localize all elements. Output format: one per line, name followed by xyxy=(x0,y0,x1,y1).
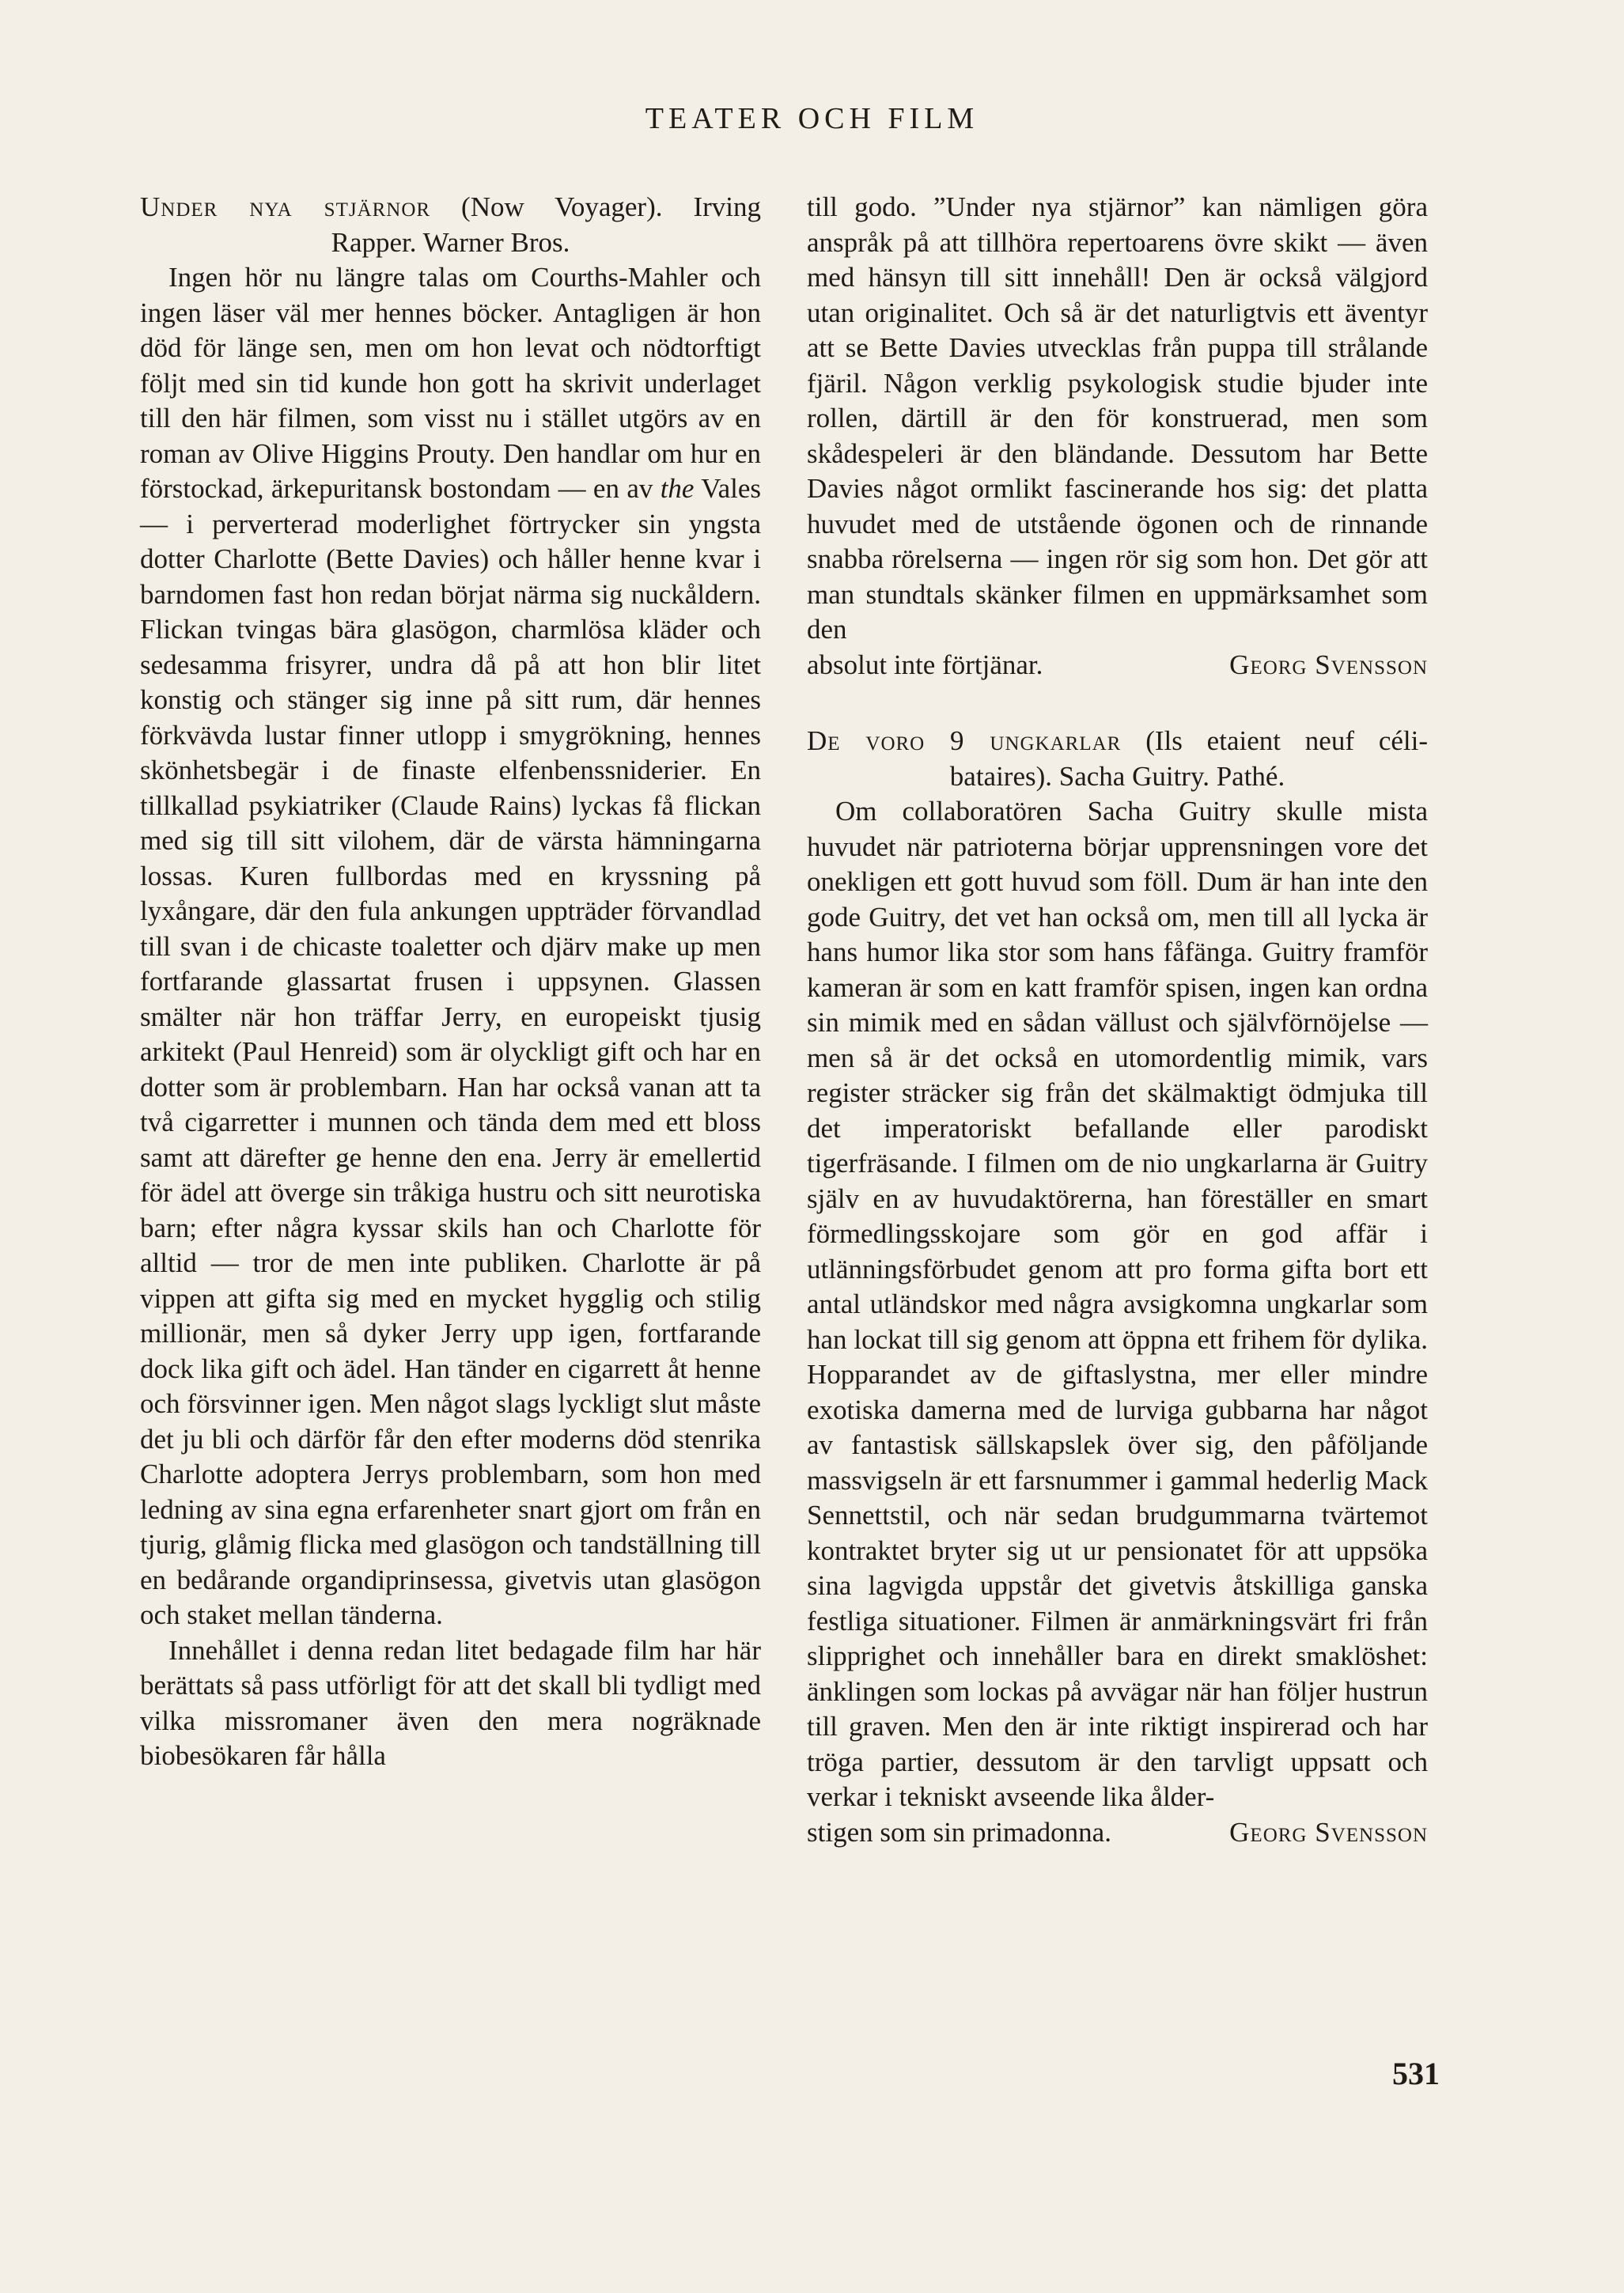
running-head: TEATER OCH FILM xyxy=(645,102,979,135)
italic-the: the xyxy=(660,473,695,504)
review-1-signature: Georg Svensson xyxy=(1229,649,1428,680)
review-2-credits: bataires). Sacha Guitry. Pathé. xyxy=(949,760,1285,792)
review-1-closing-line xyxy=(807,648,1428,683)
review-2-paragraph: Om collaboratören Sacha Guitry skulle mista huvudet när patrioterna börjar upprensningen vore det onekligen ett gott huvud som föll. Dum är han inte den gode Guitry, det vet han också om, men till all lycka är hans humor lika stor som hans fåfänga. Guitry framför kameran är som en katt framför spisen, ingen kan ordna sin mimik med en sådan vällust och självförnöjelse — men så är det också en utomordentlig mimik, vars register sträcker sig från det skälmaktigt ödmjuka till det imperatoriskt befallande eller parodiskt tigerfräsande. I filmen om de nio ungkarlarna är Guitry själv en av huvudaktörerna, han föreställer en smart förmedlingsskojare som gör en god affär i utlänningsförbudet genom att pro forma gifta bort ett antal utländskor med några avsigkomna ungkarlar som han lockat till sig genom att öppna ett frihem för dylika. Hopparandet av de giftaslystna, mer eller mindre exotiska damerna med de lurviga gubbarna har något av fantastisk sällskapslek över sig, den påföljande massvigseln är ett farsnummer i gammal hederlig Mack Sennettstil, och när sedan brudgummarna tvärtemot kontraktet bryter sig ut ur pensionatet för att uppsöka sina lagvigda uppstår det givetvis åtskilliga ganska festliga situationer. Filmen är anmärkningsvärt fri från slipprighet och innehåller bara en direkt smaklöshet: änklingen som lockas på avvägar när han följer hustrun till graven. Men den är inte riktigt inspirerad och har tröga partier, dessutom är den tarvligt uppsatt och verkar i tekniskt avseende lika ålder- xyxy=(807,796,1428,1812)
review-1-heading-line-1 xyxy=(140,190,761,225)
review-2-title: De voro 9 ungkarlar xyxy=(807,725,1122,756)
review-1-paragraph-2: Innehållet i denna redan litet bedagade film har här berättats så pass utförligt för att det skall bli tydligt med vilka missromaner även den mera nogräknade biobesökaren får hålla xyxy=(140,1634,761,1771)
review-1-credits: Rapper. Warner Bros. xyxy=(331,226,570,258)
review-2-original-title: (Ils etaient neuf céli- xyxy=(1145,725,1428,756)
left-column xyxy=(140,190,761,1774)
review-1-original-title: (Now Voyager). Irving xyxy=(461,191,761,222)
review-1-title: Under nya stjärnor xyxy=(140,191,431,222)
review-1-last-line: absolut inte förtjänar. xyxy=(807,649,1043,680)
review-2-last-line: stigen som sin primadonna. xyxy=(807,1816,1111,1848)
review-1-continuation: till godo. ”Under nya stjärnor” kan nämligen göra anspråk på att tillhöra repertoarens övre skikt — även med hänsyn till sitt innehåll! Den är också välgjord utan originalitet. Och så är det naturligtvis ett äventyr att se Bette Davies utvecklas från puppa till strålande fjäril. Någon verklig psykologisk studie bjuder inte rollen, därtill är den för konstruerad, men som skådespeleri är den bländande. Dessutom har Bette Davies något ormlikt fascinerande hos sig: det platta huvudet med de utstående ögonen och de rinnande snabba rörelserna — ingen rör sig som hon. Det gör att man stundtals skänker filmen en uppmärksamhet som den xyxy=(807,191,1428,645)
review-2-closing-line xyxy=(807,1815,1428,1851)
review-2-heading-line-1 xyxy=(807,724,1428,759)
section-gap xyxy=(807,683,1428,724)
review-2-signature: Georg Svensson xyxy=(1229,1816,1428,1848)
review-1-paragraph-1: Ingen hör nu längre talas om Courths-Mahler och ingen läser väl mer hennes böcker. Antagligen är hon död för länge sen, men om hon levat och nödtorftigt följt med sin tid kunde hon gott ha skrivit underlaget till den här filmen, som visst nu i stället utgörs av en roman av Olive Higgins Prouty. Den handlar om hur en förstockad, ärkepuritansk bostondam — en av the Vales — i perverterad moderlighet förtrycker sin yngsta dotter Charlotte (Bette Davies) och håller henne kvar i barndomen fast hon redan börjat närma sig nuckåldern. Flickan tvingas bära glasögon, charmlösa kläder och sedesamma frisyrer, undra då på att hon blir litet konstig och stänger sig inne på sitt rum, där hennes förkvävda lustar finner utlopp i smygrökning, hennes skönhetsbegär i de finaste elfenbenssniderier. En tillkallad psykiatriker (Claude Rains) lyckas få flickan med sig till sitt vilohem, där de värsta hämningarna lossas. Kuren fullbordas med en kryssning på lyxångare, där den fula ankungen uppträder förvandlad till svan i de chicaste toaletter och djärv make up men fortfarande glassartat frusen i uppsynen. Glassen smälter när hon träffar Jerry, en europeiskt tjusig arkitekt (Paul Henreid) som är olyckligt gift och har en dotter som är problembarn. Han har också vanan att ta två cigarretter i munnen och tända dem med ett bloss samt att därefter ge henne den ena. Jerry är emellertid för ädel att överge sin tråkiga hustru och sitt neurotiska barn; efter några kyssar skils han och Charlotte för alltid — tror de men inte publiken. Charlotte är på vippen att gifta sig med en mycket hygglig och stilig millionär, men så dyker Jerry upp igen, fortfarande dock lika gift och ädel. Han tänder en cigarrett åt henne och försvinner igen. Men något slags lyckligt slut måste det ju bli och därför får den efter moderns död stenrika Charlotte adoptera Jerrys problembarn, som hon med ledning av sina egna erfarenheter snart gjort om från en tjurig, glåmig flicka med glasögon och tandställning till en bedårande organdiprinsessa, givetvis utan glasögon och staket mellan tänderna. xyxy=(140,262,761,1630)
page-number: 531 xyxy=(1392,2056,1440,2091)
right-column xyxy=(807,190,1428,1850)
